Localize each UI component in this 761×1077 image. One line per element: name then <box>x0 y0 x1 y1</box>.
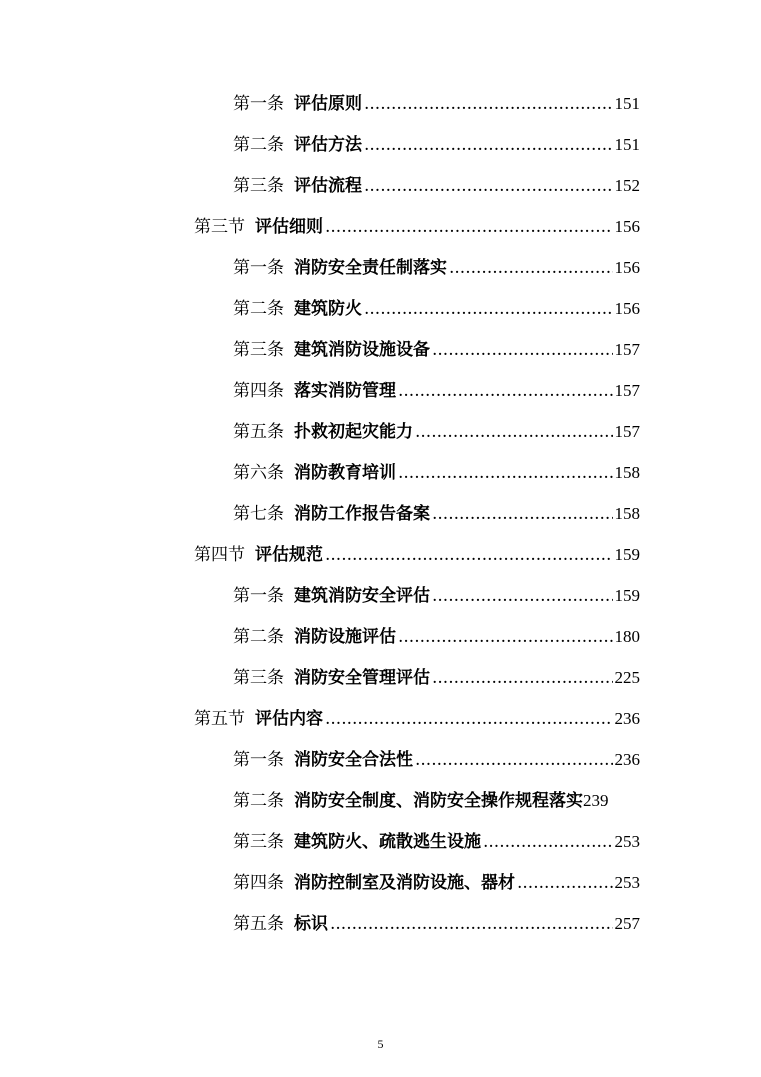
toc-entry[interactable] <box>233 909 640 939</box>
toc-entry[interactable] <box>233 376 640 406</box>
toc-entry-number: 第二条 <box>233 299 284 319</box>
toc-entry-page: 151 <box>614 94 640 113</box>
toc-entry[interactable] <box>233 745 640 775</box>
toc-section[interactable] <box>194 212 640 242</box>
toc-entry-title: 扑救初起灾能力 <box>294 422 413 442</box>
toc-entry-number: 第三条 <box>233 340 284 360</box>
toc-entry-number: 第三条 <box>233 668 284 688</box>
toc-entry-title: 评估方法 <box>294 135 362 155</box>
toc-entry-page: 157 <box>614 422 640 441</box>
toc-entry-title: 消防安全管理评估 <box>294 668 430 688</box>
dot-leader <box>517 868 613 898</box>
toc-entry-number: 第六条 <box>233 463 284 483</box>
toc-entry-page: 239 <box>583 791 609 810</box>
toc-entry-title: 评估规范 <box>255 545 323 565</box>
toc-entry-number: 第五条 <box>233 914 284 934</box>
toc-entry-page: 257 <box>614 914 640 933</box>
toc-entry-number: 第二条 <box>233 791 284 811</box>
toc-entry[interactable] <box>233 499 640 529</box>
dot-leader <box>415 417 613 447</box>
toc-entry[interactable] <box>233 622 640 652</box>
toc-entry-title: 消防设施评估 <box>294 627 396 647</box>
toc-section[interactable] <box>194 704 640 734</box>
toc-entry-page: 236 <box>614 709 640 728</box>
toc-entry[interactable] <box>233 868 640 898</box>
dot-leader <box>330 909 613 939</box>
toc-entry-page: 159 <box>614 545 640 564</box>
toc-entry-page: 156 <box>614 217 640 236</box>
toc-entry-title: 消防安全合法性 <box>294 750 413 770</box>
toc-entry-number: 第一条 <box>233 94 284 114</box>
toc-entry-title: 建筑消防安全评估 <box>294 586 430 606</box>
toc-entry[interactable] <box>233 417 640 447</box>
dot-leader <box>325 212 613 242</box>
dot-leader <box>398 622 613 652</box>
toc-entry-title: 评估流程 <box>294 176 362 196</box>
toc-entry-title: 建筑防火、疏散逃生设施 <box>294 832 481 852</box>
toc-entry-title: 建筑消防设施设备 <box>294 340 430 360</box>
toc-entry-title: 评估细则 <box>255 217 323 237</box>
toc-entry-number: 第三条 <box>233 832 284 852</box>
toc-entry-page: 180 <box>614 627 640 646</box>
toc-entry-title: 落实消防管理 <box>294 381 396 401</box>
toc-entry-page: 156 <box>614 299 640 318</box>
toc-entry[interactable] <box>233 458 640 488</box>
dot-leader <box>483 827 613 857</box>
toc-entry-title: 评估内容 <box>255 709 323 729</box>
toc-entry-title: 消防控制室及消防设施、器材 <box>294 873 515 893</box>
toc-entry-number: 第二条 <box>233 627 284 647</box>
toc-entry-number: 第三节 <box>194 217 245 237</box>
toc-entry[interactable] <box>233 253 640 283</box>
toc-entry-page: 236 <box>614 750 640 769</box>
toc-entry-page: 253 <box>614 873 640 892</box>
toc-entry-title: 消防教育培训 <box>294 463 396 483</box>
toc-entry-number: 第一条 <box>233 586 284 606</box>
toc-entry-page: 159 <box>614 586 640 605</box>
toc-entry-title: 消防安全制度、消防安全操作规程落实 <box>294 791 583 811</box>
dot-leader <box>432 663 613 693</box>
toc-entry-page: 152 <box>614 176 640 195</box>
dot-leader <box>325 540 613 570</box>
toc-section[interactable] <box>194 540 640 570</box>
toc-entry[interactable] <box>233 581 640 611</box>
toc-entry-page: 253 <box>614 832 640 851</box>
dot-leader <box>364 171 613 201</box>
toc-entry-number: 第五条 <box>233 422 284 442</box>
dot-leader <box>364 294 613 324</box>
toc-entry-title: 消防工作报告备案 <box>294 504 430 524</box>
dot-leader <box>364 130 613 160</box>
toc-entry[interactable] <box>233 130 640 160</box>
dot-leader <box>415 745 613 775</box>
toc-entry[interactable] <box>233 294 640 324</box>
toc-entry-page: 151 <box>614 135 640 154</box>
toc-entry-number: 第四条 <box>233 381 284 401</box>
toc-entry[interactable] <box>233 335 640 365</box>
dot-leader <box>432 335 613 365</box>
toc-entry-number: 第七条 <box>233 504 284 524</box>
toc-entry[interactable] <box>233 786 640 816</box>
toc-entry-page: 157 <box>614 381 640 400</box>
dot-leader <box>325 704 613 734</box>
toc-entry-title: 标识 <box>294 914 328 934</box>
toc-entry-title: 评估原则 <box>294 94 362 114</box>
toc-entry-number: 第一条 <box>233 258 284 278</box>
toc-entry-page: 157 <box>614 340 640 359</box>
dot-leader <box>432 499 613 529</box>
toc-entry-number: 第四节 <box>194 545 245 565</box>
dot-leader <box>398 458 613 488</box>
toc-entry-number: 第五节 <box>194 709 245 729</box>
dot-leader <box>398 376 613 406</box>
dot-leader <box>364 89 613 119</box>
toc-entry[interactable] <box>233 827 640 857</box>
toc-entry-page: 158 <box>614 504 640 523</box>
dot-leader <box>449 253 613 283</box>
toc-entry-number: 第一条 <box>233 750 284 770</box>
toc-entry[interactable] <box>233 89 640 119</box>
toc-entry-page: 225 <box>614 668 640 687</box>
toc-entry[interactable] <box>233 663 640 693</box>
toc-entry-title: 建筑防火 <box>294 299 362 319</box>
toc-entry[interactable] <box>233 171 640 201</box>
toc-entry-page: 156 <box>614 258 640 277</box>
toc-entry-number: 第四条 <box>233 873 284 893</box>
toc-entry-number: 第三条 <box>233 176 284 196</box>
page-number: 5 <box>377 1037 384 1051</box>
dot-leader <box>432 581 613 611</box>
toc-entry-number: 第二条 <box>233 135 284 155</box>
toc-entry-page: 158 <box>614 463 640 482</box>
toc-entry-title: 消防安全责任制落实 <box>294 258 447 278</box>
